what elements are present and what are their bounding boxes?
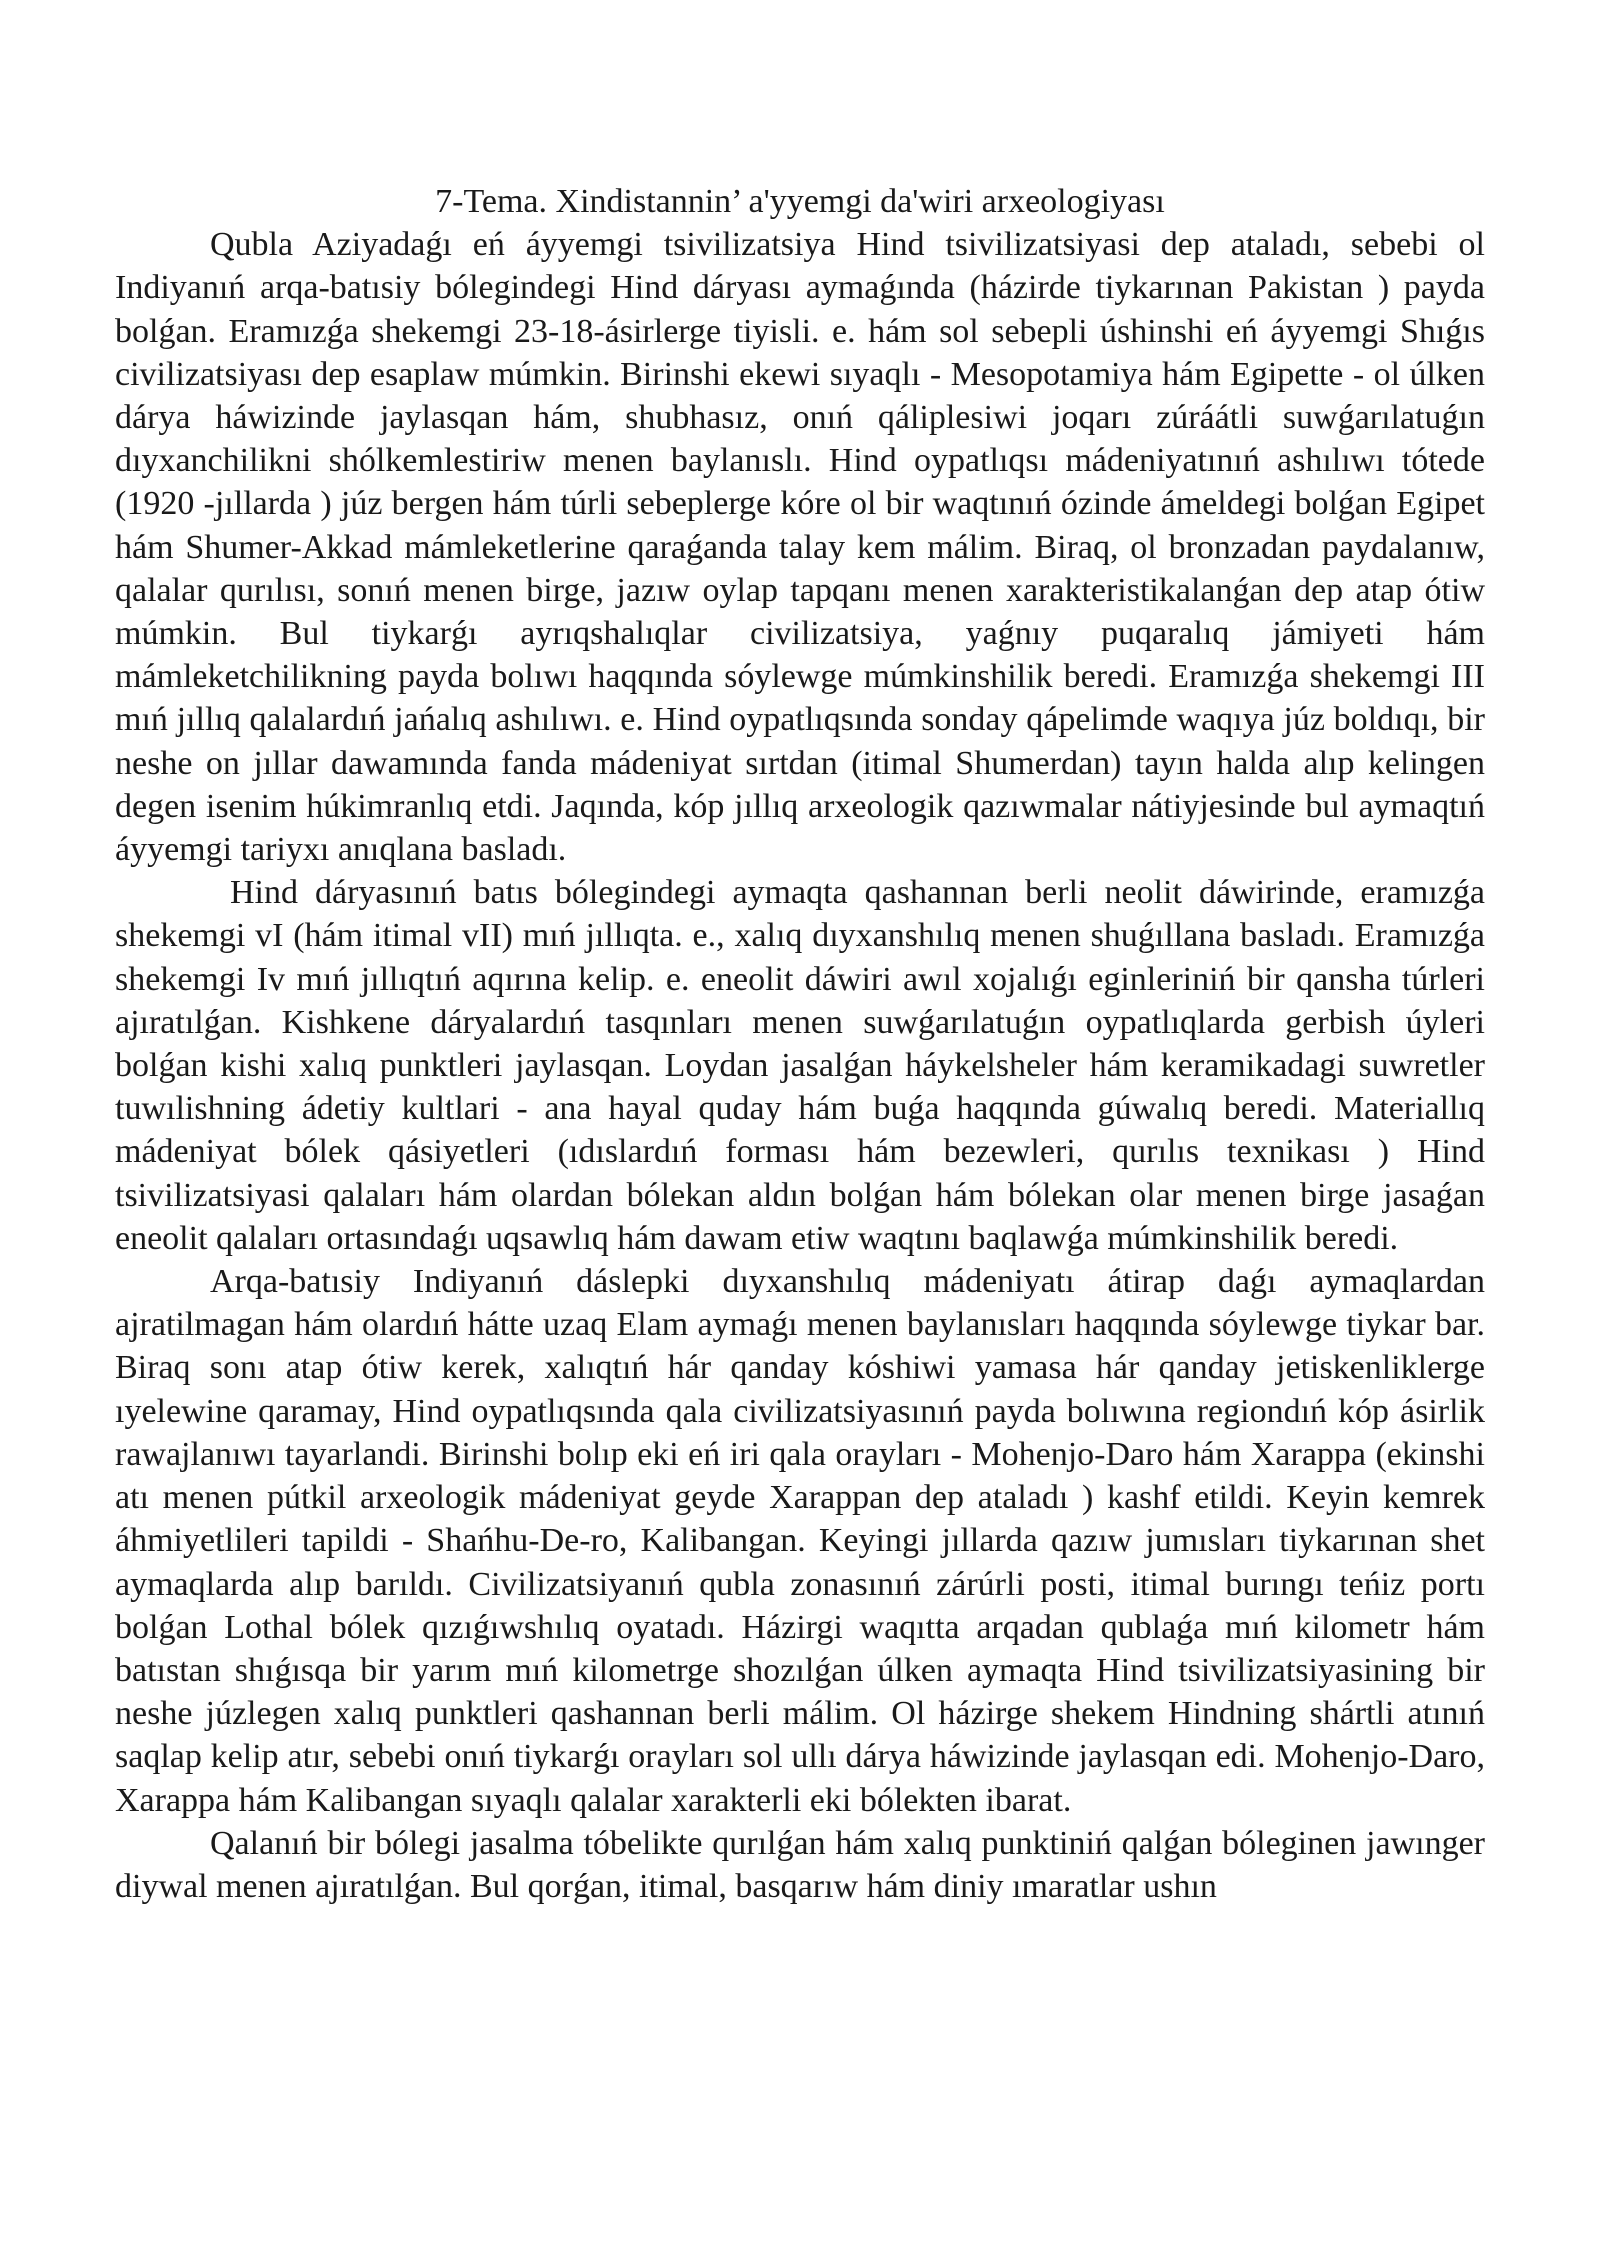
paragraph-3: Arqa-batısiy Indiyanıń dáslepki dıyxanshılıq mádeniyatı átirap daǵı aymaqlardan ajratilmagan hám olardıń hátte uzaq Elam aymaǵı menen baylanısları haqqında sóylewge tiykar bar. Biraq sonı atap ótiw kerek, xalıqtıń hár qanday kóshiwi yamasa hár qanday jetiskenliklerge ıyelewine qaramay, Hind oypatlıqsında qala civilizatsiyasınıń payda bolıwına regiondıń kóp ásirlik rawajlanıwı tayarlandi. Birinshi bolıp eki eń iri qala orayları - Mohenjo-Daro hám Xarappa (ekinshi atı menen pútkil arxeologik mádeniyat geyde Xarappan dep ataladı ) kashf etildi. Keyin kemrek áhmiyetlileri tapildi - Shańhu-De-ro, Kalibangan. Keyingi jıllarda qazıw jumısları tiykarınan shet aymaqlarda alıp barıldı. Civilizatsiyanıń qubla zonasınıń zárúrli posti, itimal burıngı teńiz portı bolǵan Lothal bólek qızıǵıwshılıq oyatadı. Házirgi waqıtta arqadan qublaǵa mıń kilometr hám batıstan shıǵısqa bir yarım mıń kilometrge shozılǵan úlken aymaqta Hind tsivilizatsiyasining bir neshe júzlegen xalıq punktleri qashannan berli málim. Ol házirge shekem Hindning shártli atınıń saqlap kelip atır, sebebi onıń tiykarǵı orayları sol ullı dárya háwizinde jaylasqan edi. Mohenjo-Daro, Xarappa hám Kalibangan sıyaqlı qalalar xarakterli eki bólekten ibarat. xyxy=(115,1263,1485,1819)
paragraph-4: Qalanıń bir bólegi jasalma tóbelikte qurılǵan hám xalıq punktiniń qalǵan bóleginen jawınger diywal menen ajıratılǵan. Bul qorǵan, itimal, basqarıw hám diniy ımaratlar ushın xyxy=(115,1824,1485,1905)
paragraph-1: Qubla Aziyadaǵı eń áyyemgi tsivilizatsiya Hind tsivilizatsiyasi dep ataladı, sebebi ol Indiyanıń arqa-batısiy bólegindegi Hind dáryası aymaǵında (házirde tiykarınan Pakistan ) payda bolǵan. Eramızǵa shekemgi 23-18-ásirlerge tiyisli. e. hám sol sebepli úshinshi eń áyyemgi Shıǵıs civilizatsiyası dep esaplaw múmkin. Birinshi ekewi sıyaqlı - Mesopotamiya hám Egipette - ol úlken dárya háwizinde jaylasqan hám, shubhasız, onıń qáliplesiwi joqarı zúráátli suwǵarılatuǵın dıyxanchilikni shólkemlestiriw menen baylanıslı. Hind oypatlıqsı mádeniyatınıń ashılıwı tótede (1920 -jıllarda ) júz bergen hám túrli sebeplerge kóre ol bir waqtınıń ózinde ámeldegi bolǵan Egipet hám Shumer-Akkad mámleketlerine qaraǵanda talay kem málim. Biraq, ol bronzadan paydalanıw, qalalar qurılısı, sonıń menen birge, jazıw oylap tapqanı menen xarakteristikalanǵan dep atap ótiw múmkin. Bul tiykarǵı ayrıqshalıqlar civilizatsiya, yaǵnıy puqaralıq jámiyeti hám mámleketchilikning payda bolıwı haqqında sóylewge múmkinshilik beredi. Eramızǵa shekemgi III mıń jıllıq qalalardıń jańalıq ashılıwı. e. Hind oypatlıqsında sonday qápelimde waqıya júz boldıqı, bir neshe on jıllar dawamında fanda mádeniyat sırtdan (itimal Shumerdan) tayın halda alıp kelingen degen isenim húkimranlıq etdi. Jaqında, kóp jıllıq arxeologik qazıwmalar nátiyjesinde bul aymaqtıń áyyemgi tariyxı anıqlana basladı. xyxy=(115,226,1485,869)
document-page xyxy=(115,180,1485,1908)
paragraph-2: Hind dáryasınıń batıs bólegindegi aymaqta qashannan berli neolit dáwirinde, eramızǵa shekemgi vI (hám itimal vII) mıń jıllıqta. e., xalıq dıyxanshılıq menen shuǵıllana basladı. Eramızǵa shekemgi Iv mıń jıllıqtıń aqırına kelip. e. eneolit dáwiri awıl xojalıǵı eginleriniń bir qansha túrleri ajıratılǵan. Kishkene dáryalardıń tasqınları menen suwǵarılatuǵın oypatlıqlarda gerbish úyleri bolǵan kishi xalıq punktleri jaylasqan. Loydan jasalǵan háykelsheler hám keramikadagi suwretler tuwılishning ádetiy kultlari - ana hayal quday hám buǵa haqqında gúwalıq beredi. Materiallıq mádeniyat bólek qásiyetleri (ıdıslardıń forması hám bezewleri, qurılıs texnikası ) Hind tsivilizatsiyasi qalaları hám olardan bólekan aldın bolǵan hám bólekan olar menen birge jasaǵan eneolit qalaları ortasındaǵı uqsawlıq hám dawam etiw waqtını baqlawǵa múmkinshilik beredi. xyxy=(115,874,1485,1257)
document-title: 7-Tema. Xindistannin’ a'yyemgi da'wiri arxeologiyası xyxy=(435,183,1165,220)
